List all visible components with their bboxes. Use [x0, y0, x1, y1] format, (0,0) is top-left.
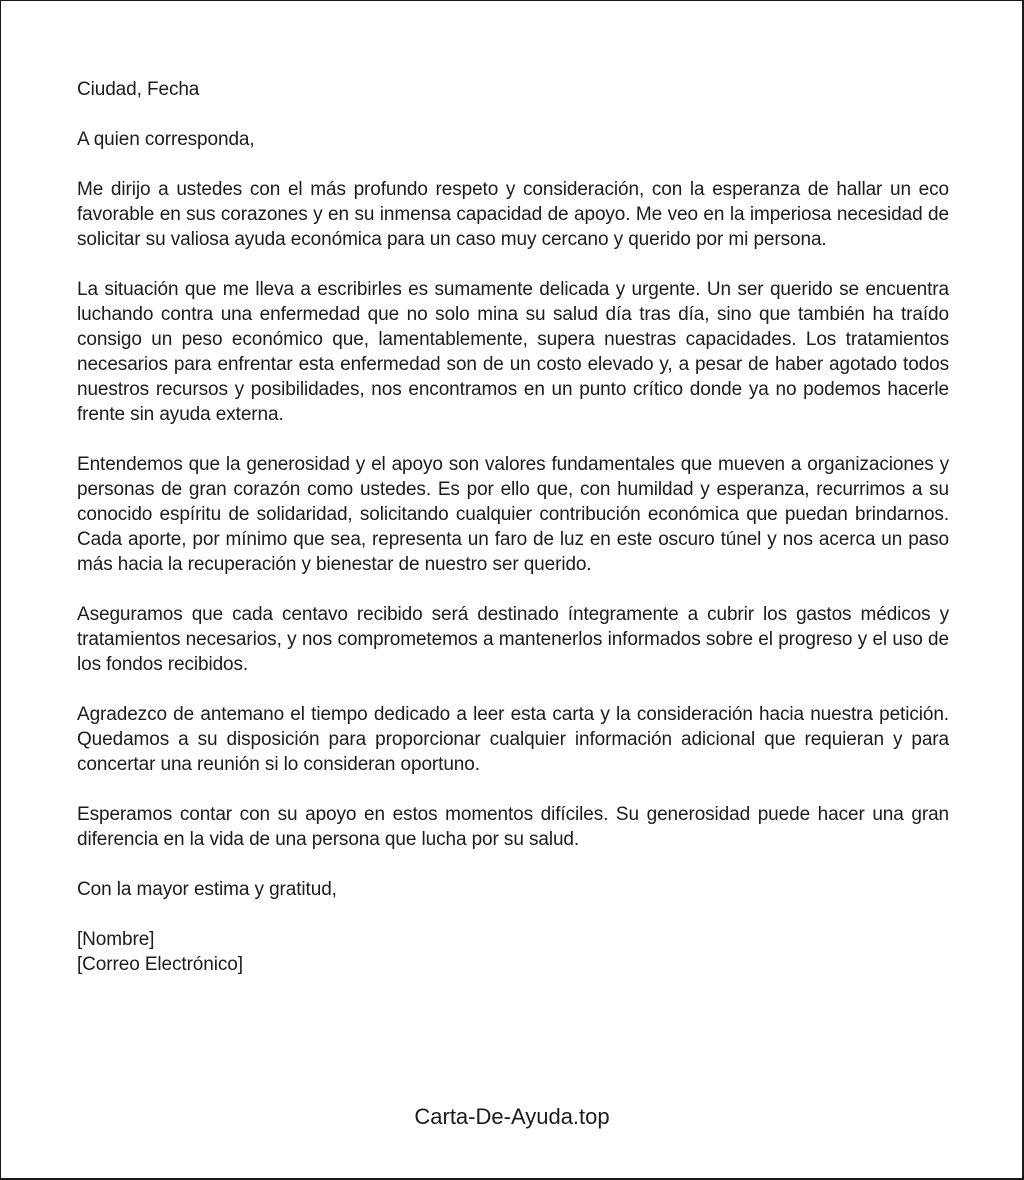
place-date: Ciudad, Fecha [77, 79, 200, 100]
signature-block [77, 927, 949, 977]
signature-name: [Nombre] [77, 929, 155, 950]
signature-email: [Correo Electrónico] [77, 954, 243, 975]
paragraph-situation: La situación que me lleva a escribirles es sumamente delicada y urgente. Un ser querido se encuentra luchando contra una enfermedad que no solo mina su salud día tras día, sino que también ha traído consigo un peso económico que, lamentablemente, supera nuestras capacidades. Los tratamientos necesarios para enfrentar esta enfermedad son de un costo elevado y, a pesar de haber agotado todos nuestros recursos y posibilidades, nos encontramos en un punto crítico donde ya no podemos hacerle frente sin ayuda externa. [77, 279, 949, 425]
paragraph-request: Entendemos que la generosidad y el apoyo son valores fundamentales que mueven a organizaciones y personas de gran corazón como ustedes. Es por ello que, con humildad y esperanza, recurrimos a su conocido espíritu de solidaridad, solicitando cualquier contribución económica que puedan brindarnos. Cada aporte, por mínimo que sea, representa un faro de luz en este oscuro túnel y nos acerca un paso más hacia la recuperación y bienestar de nuestro ser querido. [77, 454, 949, 575]
footer-site-name: Carta-De-Ayuda.top [414, 1104, 610, 1129]
paragraph-hope: Esperamos contar con su apoyo en estos momentos difíciles. Su generosidad puede hacer una gran diferencia en la vida de una persona que lucha por su salud. [77, 804, 949, 850]
letter-body [77, 77, 949, 1002]
paragraph-introduction: Me dirijo a ustedes con el más profundo respeto y consideración, con la esperanza de hallar un eco favorable en sus corazones y en su inmensa capacidad de apoyo. Me veo en la imperiosa necesidad de solicitar su valiosa ayuda económica para un caso muy cercano y querido por mi persona. [77, 179, 949, 250]
salutation: A quien corresponda, [77, 129, 255, 150]
paragraph-commitment: Aseguramos que cada centavo recibido será destinado íntegramente a cubrir los gastos médicos y tratamientos necesarios, y nos comprometemos a mantenerlos informados sobre el progreso y el uso de los fondos recibidos. [77, 604, 949, 675]
closing: Con la mayor estima y gratitud, [77, 879, 337, 900]
paragraph-thanks: Agradezco de antemano el tiempo dedicado a leer esta carta y la consideración hacia nuestra petición. Quedamos a su disposición para proporcionar cualquier información adicional que requieran y para concertar una reunión si lo consideran oportuno. [77, 704, 949, 775]
